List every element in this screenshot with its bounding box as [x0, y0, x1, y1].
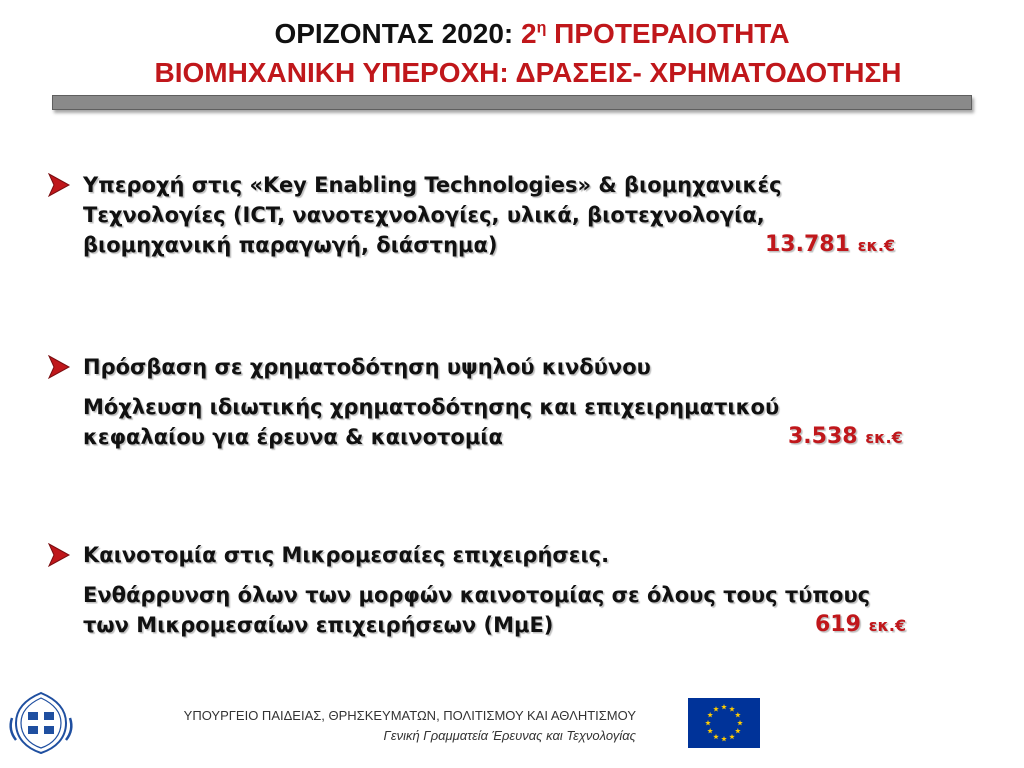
- item-3-line-1: Καινοτομία στις Μικρομεσαίες επιχειρήσεις.: [83, 543, 610, 567]
- hellenic-republic-emblem-icon: [6, 688, 76, 758]
- item-1-amount: 13.781 εκ.€: [765, 232, 896, 257]
- triangle-arrow-bullet-icon: [46, 542, 72, 568]
- item-1-line-3: βιομηχανική παραγωγή, διάστημα): [83, 233, 498, 257]
- item-2-amount: 3.538 εκ.€: [788, 424, 903, 449]
- footer-secretariat: Γενική Γραμματεία Έρευνας και Τεχνολογίας: [383, 728, 636, 743]
- triangle-arrow-bullet-icon: [46, 172, 72, 198]
- title-number: $2^\eta$: [521, 18, 547, 49]
- title-priority: ΠΡΟΤΕΡΑΙΟΤΗΤΑ: [554, 18, 790, 49]
- item-3-line-3: των Μικρομεσαίων επιχειρήσεων (ΜμΕ): [83, 613, 554, 637]
- item-3-amount: 619 εκ.€: [815, 612, 907, 637]
- item-2-line-1: Πρόσβαση σε χρηματοδότηση υψηλού κινδύνου: [83, 355, 651, 379]
- item-3-line-2: Ενθάρρυνση όλων των μορφών καινοτομίας σε όλους τους τύπους: [83, 583, 871, 607]
- slide-title: [20, 18, 1024, 50]
- eu-flag-icon: [688, 698, 760, 748]
- item-2-line-2: Μόχλευση ιδιωτικής χρηματοδότησης και επιχειρηματικού: [83, 395, 780, 419]
- triangle-arrow-bullet-icon: [46, 354, 72, 380]
- item-2-line-3: κεφαλαίου για έρευνα & καινοτομία: [83, 425, 503, 449]
- title-superscript: η: [536, 19, 547, 37]
- title-underline-bar: [52, 95, 972, 110]
- footer-ministry: ΥΠΟΥΡΓΕΙΟ ΠΑΙΔΕΙΑΣ, ΘΡΗΣΚΕΥΜΑΤΩΝ, ΠΟΛΙΤΙΣΜΟΥ ΚΑΙ ΑΘΛΗΤΙΣΜΟΥ: [183, 708, 636, 723]
- title-prefix: ΟΡΙΖΟΝΤΑΣ 2020:: [274, 18, 514, 49]
- slide-subtitle: ΒΙΟΜΗΧΑΝΙΚΗ ΥΠΕΡΟΧΗ: ΔΡΑΣΕΙΣ- ΧΡΗΜΑΤΟΔΟΤΗΣΗ: [154, 57, 902, 88]
- item-1-line-2: Τεχνολογίες (ICT, νανοτεχνολογίες, υλικά, βιοτεχνολογία,: [83, 203, 765, 227]
- item-1-line-1: Υπεροχή στις «Key Enabling Technologies» & βιομηχανικές: [83, 173, 782, 197]
